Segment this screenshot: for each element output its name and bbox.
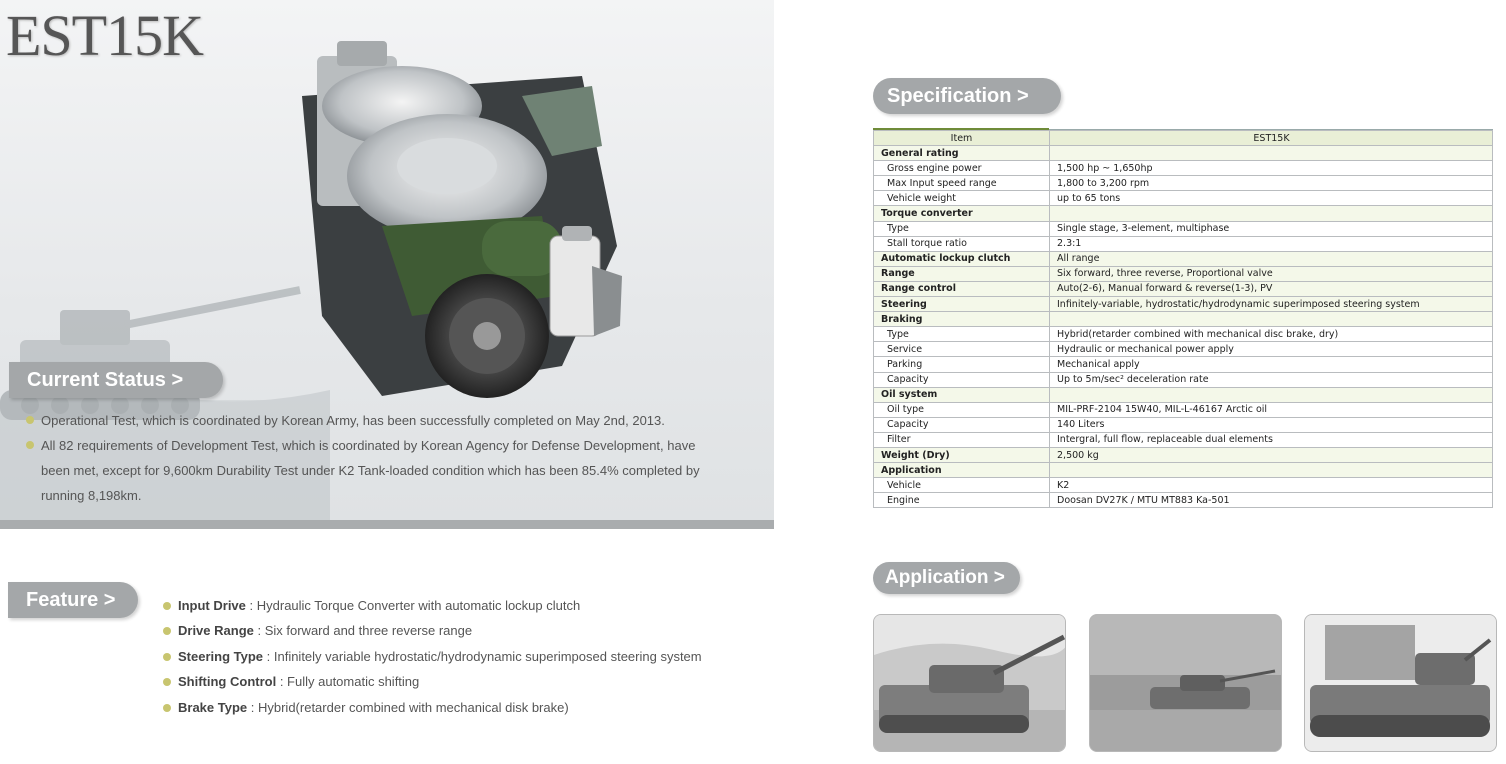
spec-value-cell: 140 Liters: [1050, 417, 1493, 432]
application-image-tank-1: [873, 614, 1066, 752]
spec-value-cell: Doosan DV27K / MTU MT883 Ka-501: [1050, 493, 1493, 508]
spec-item-cell: Range control: [874, 281, 1050, 296]
table-row: [874, 432, 1493, 447]
application-image-tank-3: [1304, 614, 1497, 752]
feature-key: Steering Type: [178, 648, 264, 664]
status-text: Operational Test, which is coordinated by Korean Army, has been successfully completed on May 2nd, 2013.: [41, 413, 665, 428]
spec-value-cell: 1,500 hp ~ 1,650hp: [1050, 161, 1493, 176]
spec-item-cell: General rating: [874, 146, 1050, 161]
application-image-tank-2: [1089, 614, 1282, 752]
spec-value-cell: up to 65 tons: [1050, 191, 1493, 206]
feature-value: Hybrid(retarder combined with mechanical disk brake): [257, 699, 569, 715]
spec-value-cell: 2.3:1: [1050, 236, 1493, 251]
bullet-icon: [163, 627, 171, 635]
list-item: Input Drive : Hydraulic Torque Converter with automatic lockup clutch: [163, 593, 702, 618]
column-header-item: Item: [874, 131, 1050, 146]
table-row: [874, 417, 1493, 432]
column-header-model: EST15K: [1050, 131, 1493, 146]
table-row: [874, 221, 1493, 236]
spec-value-cell: [1050, 463, 1493, 478]
table-row: [874, 372, 1493, 387]
table-row: [874, 463, 1493, 478]
spec-value-cell: [1050, 146, 1493, 161]
table-row: [874, 191, 1493, 206]
table-row: [874, 251, 1493, 266]
spec-value-cell: Hybrid(retarder combined with mechanical disc brake, dry): [1050, 327, 1493, 342]
feature-key: Input Drive: [178, 598, 246, 613]
spec-item-cell: Torque converter: [874, 206, 1050, 221]
spec-value-cell: Mechanical apply: [1050, 357, 1493, 372]
spec-item-cell: Range: [874, 266, 1050, 281]
feature-value: Fully automatic shifting: [287, 674, 420, 690]
spec-value-cell: Intergral, full flow, replaceable dual elements: [1050, 432, 1493, 447]
spec-item-cell: Type: [874, 221, 1050, 236]
table-row: [874, 387, 1493, 402]
list-item: Shifting Control : Fully automatic shifting: [163, 669, 702, 694]
table-header-row: [874, 131, 1493, 146]
spec-item-cell: Parking: [874, 357, 1050, 372]
spec-value-cell: Single stage, 3-element, multiphase: [1050, 221, 1493, 236]
spec-value-cell: Hydraulic or mechanical power apply: [1050, 342, 1493, 357]
bullet-icon: [163, 678, 171, 686]
spec-item-cell: Weight (Dry): [874, 447, 1050, 462]
spec-item-cell: Vehicle: [874, 478, 1050, 493]
list-item: Drive Range : Six forward and three reverse range: [163, 618, 702, 643]
spec-item-cell: Capacity: [874, 372, 1050, 387]
spec-item-cell: Steering: [874, 297, 1050, 312]
table-row: [874, 176, 1493, 191]
application-heading: Application >: [873, 562, 1020, 594]
divider: [0, 520, 774, 529]
table-row: [874, 342, 1493, 357]
list-item: Brake Type : Hybrid(retarder combined with mechanical disk brake): [163, 695, 702, 720]
spec-item-cell: Filter: [874, 432, 1050, 447]
bullet-icon: [163, 602, 171, 610]
spec-item-cell: Gross engine power: [874, 161, 1050, 176]
table-row: [874, 146, 1493, 161]
feature-heading: Feature >: [8, 582, 138, 618]
spec-value-cell: K2: [1050, 478, 1493, 493]
bullet-icon: [163, 653, 171, 661]
feature-list: [163, 593, 702, 720]
spec-value-cell: Up to 5m/sec² deceleration rate: [1050, 372, 1493, 387]
spec-item-cell: Oil type: [874, 402, 1050, 417]
spec-value-cell: [1050, 387, 1493, 402]
spec-item-cell: Type: [874, 327, 1050, 342]
feature-value: Six forward and three reverse range: [264, 623, 473, 639]
specification-table: [873, 130, 1493, 508]
spec-item-cell: Engine: [874, 493, 1050, 508]
spec-item-cell: Application: [874, 463, 1050, 478]
hero-panel: [0, 0, 774, 520]
table-row: [874, 281, 1493, 296]
spec-value-cell: Six forward, three reverse, Proportional valve: [1050, 266, 1493, 281]
table-row: [874, 266, 1493, 281]
list-item: [26, 433, 706, 508]
spec-value-cell: [1050, 206, 1493, 221]
spec-item-cell: Max Input speed range: [874, 176, 1050, 191]
table-row: [874, 493, 1493, 508]
spec-value-cell: MIL-PRF-2104 15W40, MIL-L-46167 Arctic oil: [1050, 402, 1493, 417]
table-row: [874, 206, 1493, 221]
spec-item-cell: Stall torque ratio: [874, 236, 1050, 251]
spec-item-cell: Service: [874, 342, 1050, 357]
bullet-icon: [163, 704, 171, 712]
spec-item-cell: Vehicle weight: [874, 191, 1050, 206]
specification-heading: Specification >: [873, 78, 1061, 114]
spec-item-cell: Automatic lockup clutch: [874, 251, 1050, 266]
status-text: All 82 requirements of Development Test, which is coordinated by Korean Agency for Defense Development, have been met, except for 9,600km Durability Test under K2 Tank-loaded condition which has been 85.4% completed by running 8,198km.: [41, 438, 700, 503]
feature-value: Hydraulic Torque Converter with automatic lockup clutch: [256, 598, 581, 613]
spec-item-cell: Oil system: [874, 387, 1050, 402]
list-item: Steering Type : Infinitely variable hydrostatic/hydrodynamic superimposed steering system: [163, 644, 702, 669]
spec-value-cell: 2,500 kg: [1050, 447, 1493, 462]
table-row: [874, 161, 1493, 176]
spec-value-cell: Infinitely-variable, hydrostatic/hydrodynamic superimposed steering system: [1050, 297, 1493, 312]
spec-value-cell: [1050, 312, 1493, 327]
table-row: [874, 447, 1493, 462]
feature-key: Shifting Control: [178, 674, 277, 690]
table-row: [874, 312, 1493, 327]
table-row: [874, 402, 1493, 417]
feature-key: Brake Type: [178, 699, 248, 715]
bullet-icon: [26, 416, 34, 424]
table-row: [874, 478, 1493, 493]
current-status-list: [26, 408, 706, 508]
spec-value-cell: 1,800 to 3,200 rpm: [1050, 176, 1493, 191]
current-status-heading: Current Status >: [9, 362, 223, 398]
spec-item-cell: Capacity: [874, 417, 1050, 432]
spec-value-cell: Auto(2-6), Manual forward & reverse(1-3), PV: [1050, 281, 1493, 296]
table-row: [874, 236, 1493, 251]
table-row: [874, 297, 1493, 312]
page-title: EST15K: [6, 3, 203, 68]
spec-item-cell: Braking: [874, 312, 1050, 327]
table-row: [874, 357, 1493, 372]
transmission-engine-image: [262, 36, 632, 402]
table-row: [874, 327, 1493, 342]
spec-value-cell: All range: [1050, 251, 1493, 266]
list-item: [26, 408, 706, 433]
bullet-icon: [26, 441, 34, 449]
feature-key: Drive Range: [178, 623, 254, 639]
feature-value: Infinitely variable hydrostatic/hydrodynamic superimposed steering system: [273, 648, 702, 664]
